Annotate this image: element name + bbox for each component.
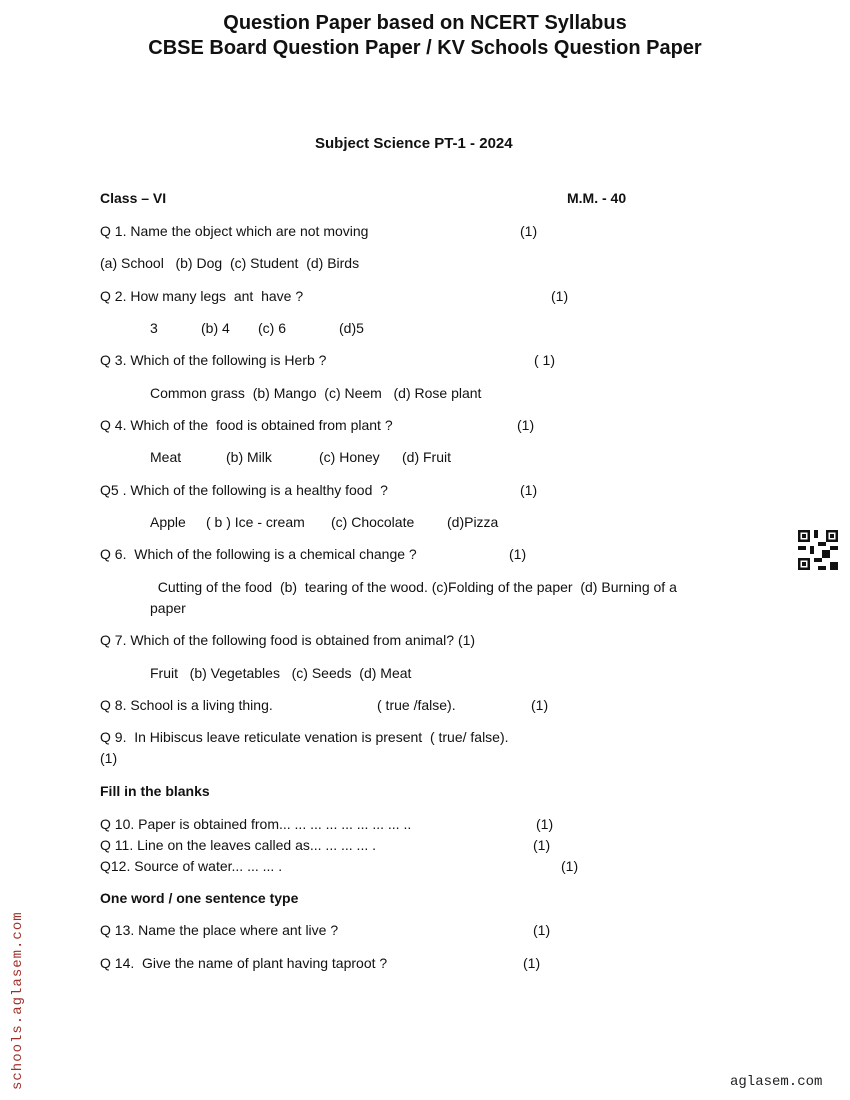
- question-11-marks: (1): [533, 837, 551, 853]
- question-4-option-d: (d) Fruit: [402, 449, 451, 465]
- question-7: Q 7. Which of the following food is obtained from animal? (1): [100, 632, 476, 648]
- subject-title: Subject Science PT-1 - 2024: [315, 135, 513, 152]
- question-4-option-c: (c) Honey: [319, 449, 380, 465]
- question-3-options: Common grass (b) Mango (c) Neem (d) Rose plant: [150, 385, 482, 401]
- question-4: Q 4. Which of the food is obtained from plant ?: [100, 417, 393, 433]
- question-14-marks: (1): [523, 955, 541, 971]
- question-2-marks: (1): [551, 288, 569, 304]
- question-4-option-b: (b) Milk: [226, 449, 272, 465]
- class-label: Class – VI: [100, 190, 167, 206]
- question-11: Q 11. Line on the leaves called as... ... ... ... .: [100, 837, 377, 853]
- header-line-2: CBSE Board Question Paper / KV Schools Question Paper: [148, 37, 702, 59]
- question-4-option-a: Meat: [150, 449, 182, 465]
- question-12-marks: (1): [561, 858, 579, 874]
- question-1-options: (a) School (b) Dog (c) Student (d) Birds: [100, 255, 360, 271]
- qr-code-icon: [798, 530, 838, 570]
- question-5: Q5 . Which of the following is a healthy food ?: [100, 482, 388, 498]
- question-2: Q 2. How many legs ant have ?: [100, 288, 304, 304]
- question-13-marks: (1): [533, 922, 551, 938]
- question-12: Q12. Source of water... ... ... .: [100, 858, 283, 874]
- question-6: Q 6. Which of the following is a chemical change ?: [100, 546, 417, 562]
- question-9: Q 9. In Hibiscus leave reticulate venation is present ( true/ false).: [100, 729, 509, 745]
- max-marks: M.M. - 40: [567, 190, 627, 206]
- question-2-option-d: (d)5: [339, 320, 364, 336]
- question-6-options: Cutting of the food (b) tearing of the wood. (c)Folding of the paper (d) Burning of a: [150, 579, 677, 595]
- question-5-option-a: Apple: [150, 514, 186, 530]
- question-8-marks: (1): [531, 697, 549, 713]
- section-one-word: One word / one sentence type: [100, 890, 299, 906]
- question-5-option-d: (d)Pizza: [447, 514, 499, 530]
- question-8-choice: ( true /false).: [377, 697, 456, 713]
- footer-watermark: aglasem.com: [730, 1074, 823, 1090]
- section-fill-blanks: Fill in the blanks: [100, 783, 210, 799]
- question-7-options: Fruit (b) Vegetables (c) Seeds (d) Meat: [150, 665, 412, 681]
- question-5-option-c: (c) Chocolate: [331, 514, 415, 530]
- question-9-marks: (1): [100, 750, 118, 766]
- question-3: Q 3. Which of the following is Herb ?: [100, 352, 327, 368]
- question-5-marks: (1): [520, 482, 538, 498]
- question-4-marks: (1): [517, 417, 535, 433]
- header-line-1: Question Paper based on NCERT Syllabus: [223, 12, 627, 34]
- side-watermark: schools.aglasem.com: [10, 911, 26, 1090]
- question-10: Q 10. Paper is obtained from... ... ... ... ... ... ... ... ..: [100, 816, 412, 832]
- question-3-marks: ( 1): [534, 352, 555, 368]
- question-2-option-c: (c) 6: [258, 320, 286, 336]
- question-5-option-b: ( b ) Ice - cream: [206, 514, 305, 530]
- question-1-marks: (1): [520, 223, 538, 239]
- question-14: Q 14. Give the name of plant having taproot ?: [100, 955, 388, 971]
- question-10-marks: (1): [536, 816, 554, 832]
- question-13: Q 13. Name the place where ant live ?: [100, 922, 339, 938]
- question-2-option-a: 3: [150, 320, 158, 336]
- question-8: Q 8. School is a living thing.: [100, 697, 273, 713]
- question-6-options-cont: paper: [150, 600, 186, 616]
- question-6-marks: (1): [509, 546, 527, 562]
- question-1: Q 1. Name the object which are not moving: [100, 223, 369, 239]
- question-2-option-b: (b) 4: [201, 320, 230, 336]
